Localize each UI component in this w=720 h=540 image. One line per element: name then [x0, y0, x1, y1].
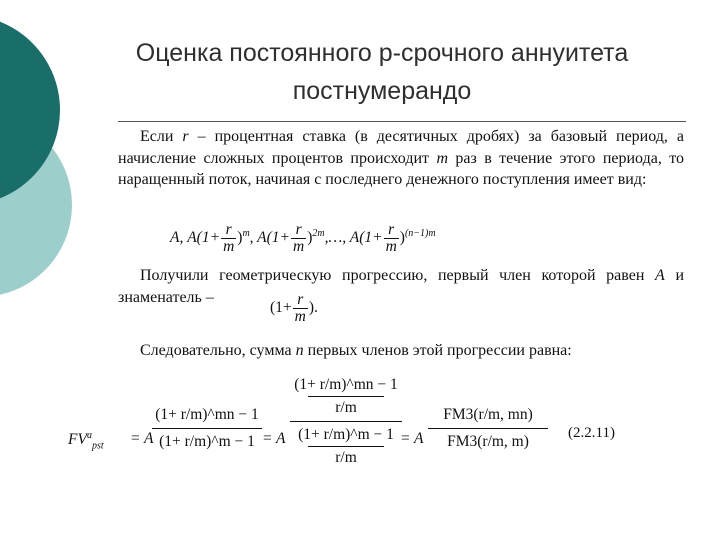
- ratio-formula: (1+ $\frac{r}{m}$ ).: [270, 291, 318, 325]
- decorative-circles: [0, 0, 120, 540]
- title-line-2: постнумерандо: [292, 77, 472, 105]
- sequence-formula: A, A(1+ $\frac{r}{m}$ )$^m$, A(1+ $\frac{r}{m}$ )$^{2m}$,…, A(1+ $\frac{r}{m}$ )$^{(n-1)m}$: [170, 221, 436, 255]
- equation-number: (2.2.11): [568, 425, 615, 441]
- fraction-3: FM3(r/m, mn) FM3(r/m, m): [428, 406, 548, 451]
- paragraph-3: Следовательно, сумма n первых членов этой прогрессии равна:: [140, 342, 572, 359]
- title-divider: [118, 121, 686, 122]
- paragraph-1: Если r – процентная ставка (в десятичных дробях) за базовый период, а начисление сложных процентов происходит m раз в течение этого периода, то наращенный поток, начиная с последнего денежного поступления имеет вид:: [118, 128, 685, 188]
- paragraph-2: Получили геометрическую прогрессию, первый член которой равен A и знаменатель –: [118, 267, 684, 306]
- title-line-1: Оценка постоянного p-срочного аннуитета: [135, 39, 629, 67]
- fraction-1: (1+ r/m)^mn − 1 (1+ r/m)^m − 1: [152, 406, 262, 451]
- fraction-2: (1+ r/m)^mn − 1 r/m (1+ r/m)^m − 1 r/m: [290, 376, 402, 469]
- slide-title: [112, 34, 652, 110]
